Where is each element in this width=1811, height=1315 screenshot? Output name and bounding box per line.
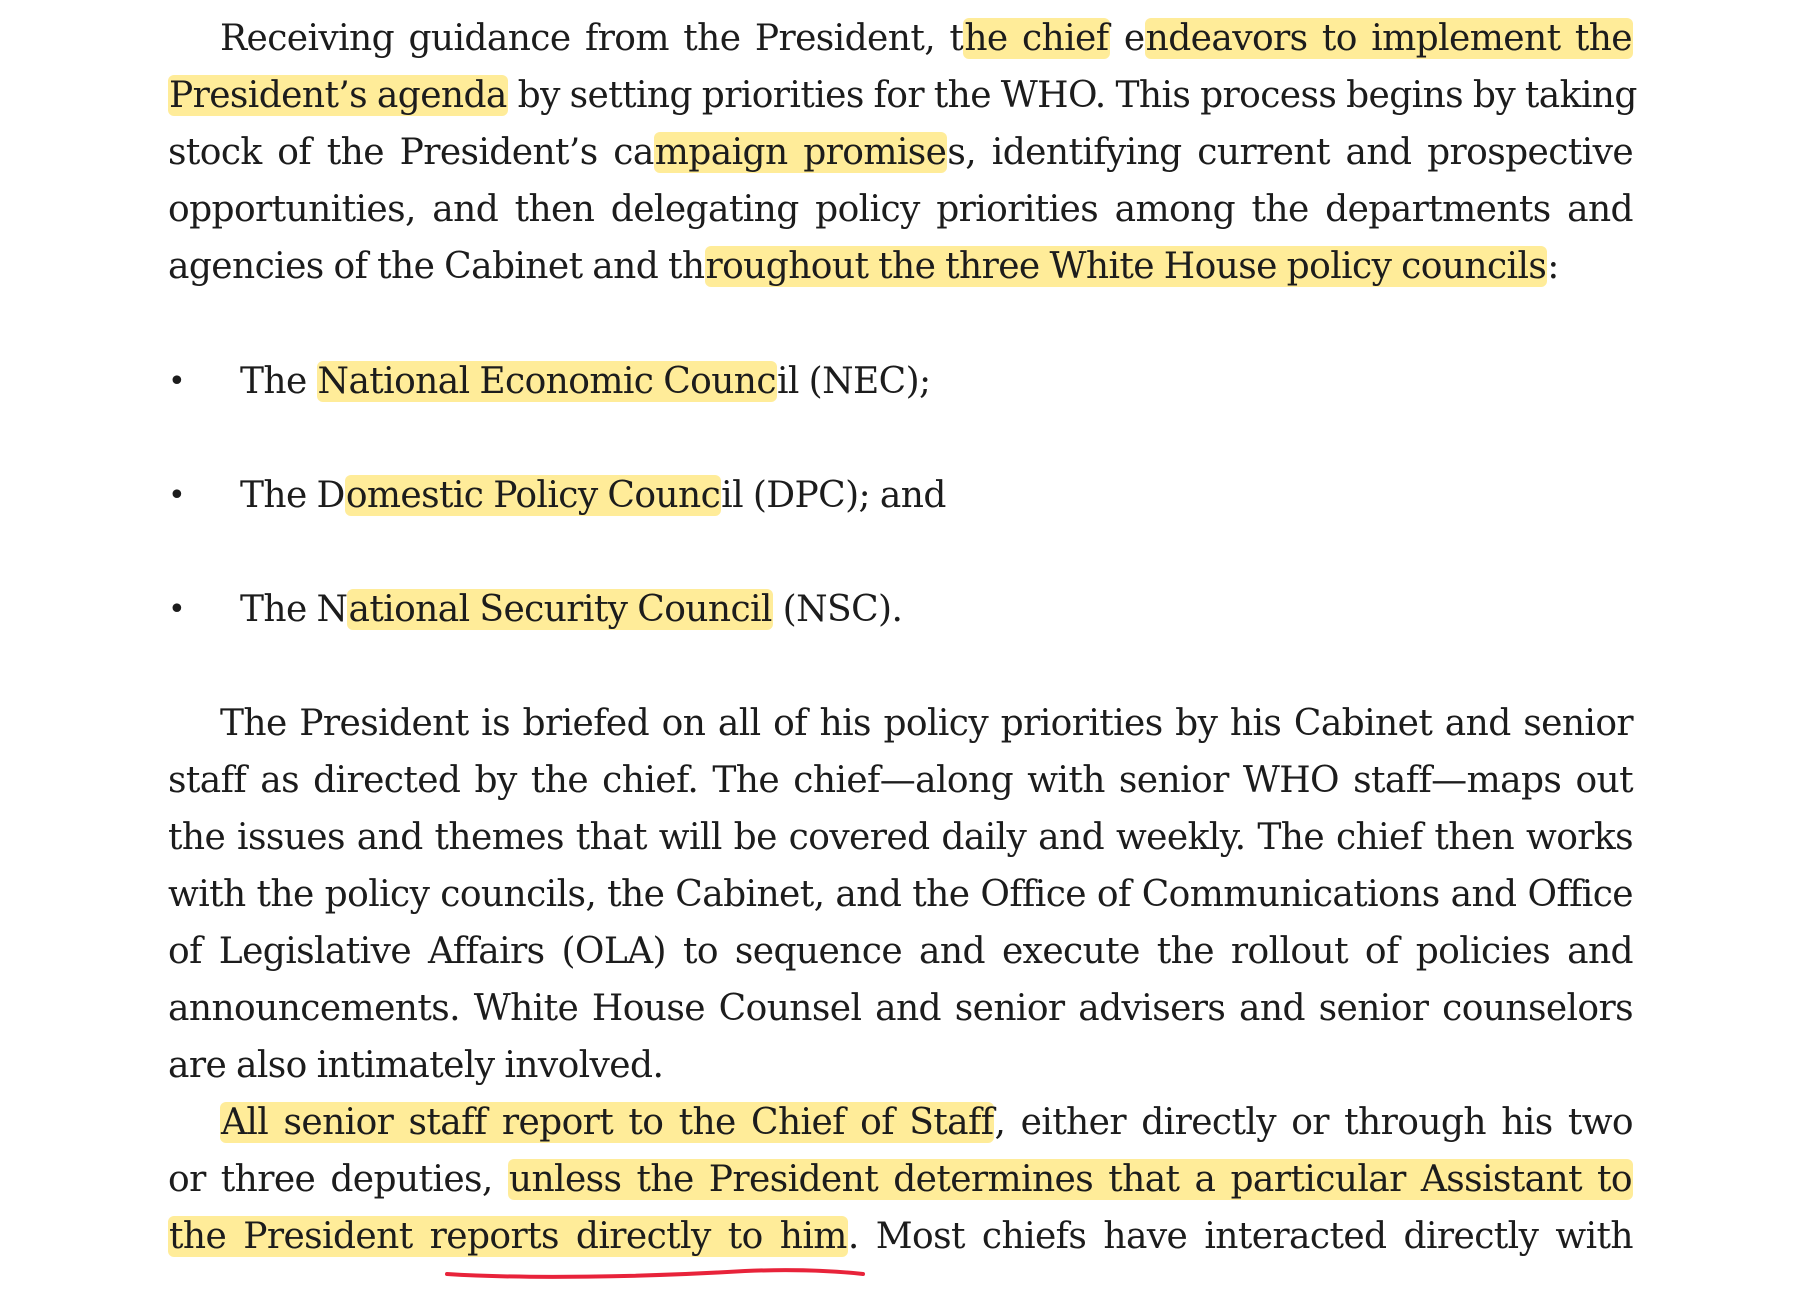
- text-run: il (DPC); and: [721, 475, 946, 516]
- highlight: ndeavors to implement the: [1145, 18, 1632, 59]
- p1-line-3: [168, 124, 1633, 181]
- text-run: opportunities, and then delegating policy priorities among the departments and: [168, 189, 1633, 230]
- p2-line-7: are also intimately involved.: [168, 1045, 664, 1086]
- highlight: ational Security Council: [348, 589, 772, 630]
- text-run: :: [1547, 246, 1559, 287]
- highlight: unless the President determines that a particular Assistant to: [508, 1159, 1632, 1200]
- text-run: by setting priorities for the WHO. This process begins by taking: [507, 75, 1637, 116]
- p1-line-4: [168, 181, 1633, 238]
- bullet-text: [240, 581, 902, 638]
- p2-line-1: The President is briefed on all of his policy priorities by his Cabinet and senior: [220, 703, 1633, 744]
- text-run: . Most chiefs have interacted directly with: [847, 1216, 1633, 1257]
- p2-line-3: the issues and themes that will be covered daily and weekly. The chief then works: [168, 817, 1633, 858]
- p2-line-4: with the policy councils, the Cabinet, and the Office of Communications and Office: [168, 874, 1633, 915]
- text-run: stock of the President’s ca: [168, 132, 654, 173]
- text-run: Receiving guidance from the President, t: [220, 18, 964, 59]
- text-run: agencies of the Cabinet and th: [168, 246, 705, 287]
- highlight: he chief: [964, 18, 1109, 59]
- text-run: The D: [240, 475, 345, 516]
- p2-line-6: announcements. White House Counsel and senior advisers and senior counselors: [168, 988, 1633, 1029]
- highlight: mpaign promise: [654, 132, 947, 173]
- text-run: (NSC).: [772, 589, 903, 630]
- text-run: e: [1109, 18, 1145, 59]
- bullet-text: [240, 467, 946, 524]
- p1-line-1: [168, 10, 1633, 67]
- highlight: omestic Policy Counc: [345, 475, 721, 516]
- highlight: roughout the three White House policy councils: [705, 246, 1547, 287]
- text-run: The N: [240, 589, 348, 630]
- highlight: National Economic Counc: [317, 361, 776, 402]
- p2-line-5: of Legislative Affairs (OLA) to sequence and execute the rollout of policies and: [168, 931, 1633, 972]
- highlight: the President reports directly to him: [169, 1216, 847, 1257]
- text-run: , either directly or through his two: [994, 1102, 1633, 1143]
- bullet-text: [240, 353, 931, 410]
- bullet-dot: •: [168, 478, 186, 513]
- p3-line-1: [168, 1094, 1633, 1151]
- highlight: President’s agenda: [169, 75, 507, 116]
- p1-line-5: [168, 238, 1559, 295]
- bullet-dot: •: [168, 592, 186, 627]
- p1-line-2: [168, 67, 1637, 124]
- red-underline-annotation: [445, 1262, 865, 1282]
- text-run: s, identifying current and prospective: [947, 132, 1634, 173]
- p3-line-2: [168, 1151, 1633, 1208]
- text-run: The: [240, 361, 317, 402]
- p2-line-2: staff as directed by the chief. The chief—along with senior WHO staff—maps out: [168, 760, 1633, 801]
- p3-line-3: [168, 1208, 1633, 1265]
- bullet-dot: •: [168, 364, 186, 399]
- text-run: il (NEC);: [776, 361, 931, 402]
- text-run: or three deputies,: [168, 1159, 508, 1200]
- red-underline-stroke: [447, 1270, 863, 1277]
- highlight: All senior staff report to the Chief of Staff: [221, 1102, 994, 1143]
